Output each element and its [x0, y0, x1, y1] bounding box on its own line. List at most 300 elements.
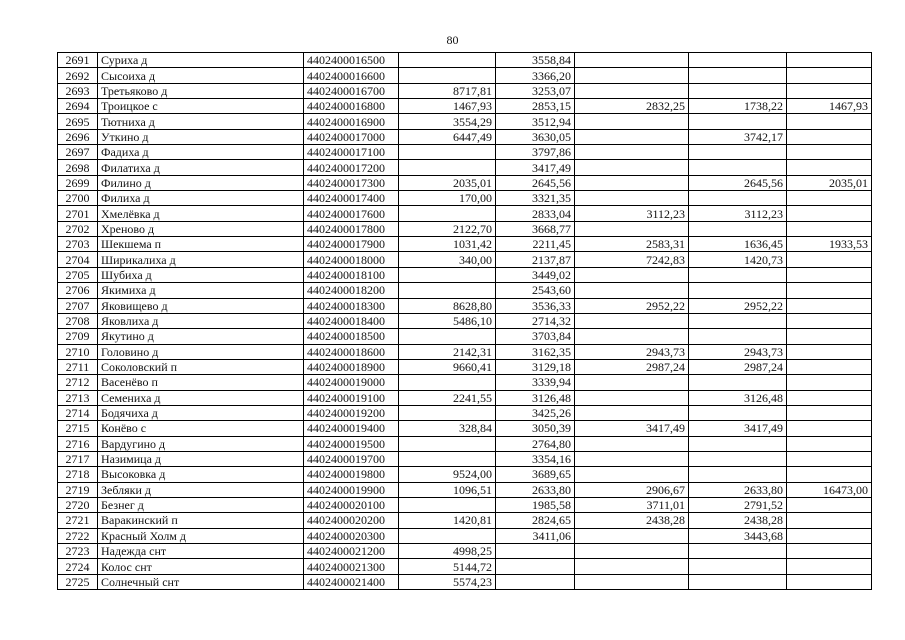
value-col-7-cell	[689, 283, 787, 298]
value-col-6-cell: 3711,01	[575, 497, 689, 512]
row-number-cell: 2711	[58, 359, 98, 374]
settlement-code-cell: 4402400018100	[304, 267, 399, 282]
value-col-4-cell	[399, 283, 496, 298]
value-col-4-cell	[399, 329, 496, 344]
value-col-6-cell	[575, 329, 689, 344]
table-row	[58, 160, 872, 175]
settlement-code-cell: 4402400019800	[304, 467, 399, 482]
value-col-7-cell	[689, 559, 787, 574]
row-number-cell: 2700	[58, 191, 98, 206]
value-col-8-cell	[787, 68, 872, 83]
settlement-name-cell: Головино д	[98, 344, 304, 359]
settlement-code-cell: 4402400020100	[304, 497, 399, 512]
settlement-name-cell: Филино д	[98, 175, 304, 190]
value-col-6-cell	[575, 53, 689, 68]
settlement-code-cell: 4402400017600	[304, 206, 399, 221]
value-col-4-cell: 3554,29	[399, 114, 496, 129]
value-col-5-cell: 3339,94	[496, 375, 575, 390]
value-col-5-cell: 3417,49	[496, 160, 575, 175]
value-col-8-cell	[787, 329, 872, 344]
value-col-6-cell: 2583,31	[575, 237, 689, 252]
value-col-5-cell: 3449,02	[496, 267, 575, 282]
row-number-cell: 2712	[58, 375, 98, 390]
value-col-5-cell: 2714,32	[496, 313, 575, 328]
settlement-name-cell: Сысоиха д	[98, 68, 304, 83]
settlement-code-cell: 4402400019100	[304, 390, 399, 405]
table-row	[58, 390, 872, 405]
value-col-4-cell: 9660,41	[399, 359, 496, 374]
value-col-5-cell: 3689,65	[496, 467, 575, 482]
value-col-4-cell: 1031,42	[399, 237, 496, 252]
settlement-code-cell: 4402400020300	[304, 528, 399, 543]
value-col-6-cell	[575, 405, 689, 420]
value-col-7-cell	[689, 375, 787, 390]
value-col-5-cell: 3354,16	[496, 451, 575, 466]
value-col-8-cell	[787, 252, 872, 267]
table-row	[58, 68, 872, 83]
value-col-7-cell	[689, 313, 787, 328]
settlement-name-cell: Назимица д	[98, 451, 304, 466]
value-col-6-cell	[575, 221, 689, 236]
table-row	[58, 145, 872, 160]
row-number-cell: 2721	[58, 513, 98, 528]
value-col-8-cell	[787, 145, 872, 160]
value-col-7-cell	[689, 53, 787, 68]
value-col-5-cell	[496, 559, 575, 574]
value-col-7-cell: 1636,45	[689, 237, 787, 252]
row-number-cell: 2719	[58, 482, 98, 497]
value-col-7-cell	[689, 329, 787, 344]
settlement-code-cell: 4402400017400	[304, 191, 399, 206]
value-col-8-cell	[787, 390, 872, 405]
value-col-8-cell	[787, 298, 872, 313]
value-col-5-cell: 3050,39	[496, 421, 575, 436]
table-row	[58, 344, 872, 359]
row-number-cell: 2695	[58, 114, 98, 129]
settlement-code-cell: 4402400020200	[304, 513, 399, 528]
value-col-4-cell: 2241,55	[399, 390, 496, 405]
settlement-code-cell: 4402400017100	[304, 145, 399, 160]
value-col-7-cell: 3742,17	[689, 129, 787, 144]
settlement-name-cell: Уткино д	[98, 129, 304, 144]
settlement-code-cell: 4402400019700	[304, 451, 399, 466]
value-col-6-cell	[575, 574, 689, 589]
value-col-4-cell: 5486,10	[399, 313, 496, 328]
value-col-7-cell	[689, 83, 787, 98]
settlement-code-cell: 4402400021200	[304, 544, 399, 559]
settlement-code-cell: 4402400019200	[304, 405, 399, 420]
table-row	[58, 191, 872, 206]
value-col-5-cell: 3321,35	[496, 191, 575, 206]
row-number-cell: 2723	[58, 544, 98, 559]
table-row	[58, 329, 872, 344]
settlement-name-cell: Вардугино д	[98, 436, 304, 451]
value-col-6-cell	[575, 267, 689, 282]
table-row	[58, 283, 872, 298]
row-number-cell: 2697	[58, 145, 98, 160]
value-col-5-cell: 3703,84	[496, 329, 575, 344]
table-row	[58, 359, 872, 374]
settlement-name-cell: Филатиха д	[98, 160, 304, 175]
value-col-5-cell: 2137,87	[496, 252, 575, 267]
settlement-code-cell: 4402400018600	[304, 344, 399, 359]
settlement-code-cell: 4402400018900	[304, 359, 399, 374]
value-col-8-cell	[787, 283, 872, 298]
value-col-8-cell	[787, 344, 872, 359]
settlement-code-cell: 4402400018200	[304, 283, 399, 298]
row-number-cell: 2705	[58, 267, 98, 282]
settlement-code-cell: 4402400016800	[304, 99, 399, 114]
value-col-5-cell: 2211,45	[496, 237, 575, 252]
settlement-code-cell: 4402400017000	[304, 129, 399, 144]
row-number-cell: 2699	[58, 175, 98, 190]
value-col-8-cell	[787, 528, 872, 543]
value-col-8-cell: 16473,00	[787, 482, 872, 497]
value-col-4-cell: 5144,72	[399, 559, 496, 574]
value-col-4-cell: 5574,23	[399, 574, 496, 589]
value-col-5-cell: 2543,60	[496, 283, 575, 298]
value-col-7-cell: 2645,56	[689, 175, 787, 190]
settlement-name-cell: Яковлиха д	[98, 313, 304, 328]
settlement-code-cell: 4402400016500	[304, 53, 399, 68]
value-col-8-cell	[787, 114, 872, 129]
settlement-code-cell: 4402400021400	[304, 574, 399, 589]
value-col-4-cell: 340,00	[399, 252, 496, 267]
value-col-6-cell: 2952,22	[575, 298, 689, 313]
value-col-6-cell	[575, 467, 689, 482]
table-row	[58, 206, 872, 221]
value-col-5-cell: 3512,94	[496, 114, 575, 129]
value-col-4-cell	[399, 405, 496, 420]
value-col-6-cell	[575, 191, 689, 206]
value-col-7-cell: 3112,23	[689, 206, 787, 221]
value-col-8-cell	[787, 83, 872, 98]
value-col-4-cell	[399, 451, 496, 466]
settlement-name-cell: Колос снт	[98, 559, 304, 574]
value-col-8-cell	[787, 574, 872, 589]
value-col-4-cell	[399, 267, 496, 282]
value-col-6-cell	[575, 544, 689, 559]
settlement-name-cell: Яковищево д	[98, 298, 304, 313]
table-row	[58, 482, 872, 497]
settlement-code-cell: 4402400019500	[304, 436, 399, 451]
settlement-name-cell: Семениха д	[98, 390, 304, 405]
settlement-name-cell: Третьяково д	[98, 83, 304, 98]
value-col-7-cell: 2438,28	[689, 513, 787, 528]
table-row	[58, 559, 872, 574]
value-col-8-cell	[787, 359, 872, 374]
value-col-6-cell	[575, 375, 689, 390]
table-row	[58, 129, 872, 144]
value-col-8-cell	[787, 160, 872, 175]
value-col-5-cell: 3425,26	[496, 405, 575, 420]
value-col-6-cell: 2987,24	[575, 359, 689, 374]
value-col-4-cell: 1420,81	[399, 513, 496, 528]
value-col-6-cell	[575, 451, 689, 466]
table-row	[58, 467, 872, 482]
value-col-4-cell	[399, 375, 496, 390]
value-col-5-cell: 2633,80	[496, 482, 575, 497]
value-col-7-cell: 2633,80	[689, 482, 787, 497]
table-row	[58, 544, 872, 559]
value-col-5-cell: 3797,86	[496, 145, 575, 160]
settlement-name-cell: Варакинский п	[98, 513, 304, 528]
table-row	[58, 375, 872, 390]
value-col-4-cell	[399, 53, 496, 68]
settlement-name-cell: Хреново д	[98, 221, 304, 236]
value-col-7-cell: 2943,73	[689, 344, 787, 359]
value-col-8-cell	[787, 559, 872, 574]
value-col-5-cell: 3668,77	[496, 221, 575, 236]
table-row	[58, 528, 872, 543]
settlement-name-cell: Высоковка д	[98, 467, 304, 482]
value-col-8-cell	[787, 191, 872, 206]
value-col-7-cell: 1738,22	[689, 99, 787, 114]
row-number-cell: 2707	[58, 298, 98, 313]
value-col-7-cell	[689, 436, 787, 451]
value-col-4-cell	[399, 160, 496, 175]
value-col-5-cell: 3253,07	[496, 83, 575, 98]
value-col-7-cell	[689, 467, 787, 482]
value-col-7-cell	[689, 267, 787, 282]
table-row	[58, 175, 872, 190]
table-row	[58, 53, 872, 68]
value-col-4-cell: 170,00	[399, 191, 496, 206]
settlement-code-cell: 4402400017800	[304, 221, 399, 236]
value-col-7-cell	[689, 544, 787, 559]
settlement-name-cell: Васенёво п	[98, 375, 304, 390]
value-col-6-cell: 2438,28	[575, 513, 689, 528]
value-col-5-cell: 3129,18	[496, 359, 575, 374]
value-col-8-cell: 1467,93	[787, 99, 872, 114]
value-col-4-cell: 2035,01	[399, 175, 496, 190]
settlements-table	[57, 52, 872, 590]
table-row	[58, 513, 872, 528]
value-col-8-cell	[787, 513, 872, 528]
table-row	[58, 421, 872, 436]
value-col-8-cell	[787, 436, 872, 451]
row-number-cell: 2710	[58, 344, 98, 359]
value-col-5-cell: 3366,20	[496, 68, 575, 83]
settlement-name-cell: Суриха д	[98, 53, 304, 68]
value-col-5-cell: 3162,35	[496, 344, 575, 359]
settlement-name-cell: Бодячиха д	[98, 405, 304, 420]
value-col-6-cell	[575, 313, 689, 328]
settlement-name-cell: Безнег д	[98, 497, 304, 512]
value-col-6-cell	[575, 114, 689, 129]
value-col-4-cell: 2122,70	[399, 221, 496, 236]
value-col-8-cell	[787, 421, 872, 436]
row-number-cell: 2715	[58, 421, 98, 436]
row-number-cell: 2717	[58, 451, 98, 466]
value-col-5-cell: 3126,48	[496, 390, 575, 405]
value-col-8-cell	[787, 129, 872, 144]
value-col-5-cell: 2833,04	[496, 206, 575, 221]
settlement-code-cell: 4402400021300	[304, 559, 399, 574]
row-number-cell: 2706	[58, 283, 98, 298]
table-row	[58, 237, 872, 252]
value-col-5-cell: 2824,65	[496, 513, 575, 528]
row-number-cell: 2704	[58, 252, 98, 267]
table-row	[58, 497, 872, 512]
value-col-6-cell: 2943,73	[575, 344, 689, 359]
row-number-cell: 2691	[58, 53, 98, 68]
row-number-cell: 2722	[58, 528, 98, 543]
row-number-cell: 2713	[58, 390, 98, 405]
settlement-code-cell: 4402400018300	[304, 298, 399, 313]
value-col-4-cell	[399, 497, 496, 512]
value-col-5-cell	[496, 574, 575, 589]
value-col-8-cell	[787, 206, 872, 221]
settlement-name-cell: Надежда снт	[98, 544, 304, 559]
value-col-6-cell	[575, 129, 689, 144]
row-number-cell: 2698	[58, 160, 98, 175]
value-col-7-cell	[689, 68, 787, 83]
value-col-4-cell: 4998,25	[399, 544, 496, 559]
row-number-cell: 2701	[58, 206, 98, 221]
value-col-8-cell	[787, 451, 872, 466]
value-col-4-cell: 8717,81	[399, 83, 496, 98]
value-col-4-cell: 6447,49	[399, 129, 496, 144]
value-col-5-cell: 3630,05	[496, 129, 575, 144]
row-number-cell: 2718	[58, 467, 98, 482]
row-number-cell: 2703	[58, 237, 98, 252]
value-col-4-cell	[399, 528, 496, 543]
value-col-7-cell: 2987,24	[689, 359, 787, 374]
settlement-name-cell: Троицкое с	[98, 99, 304, 114]
settlement-name-cell: Шекшема п	[98, 237, 304, 252]
settlement-name-cell: Красный Холм д	[98, 528, 304, 543]
value-col-8-cell: 2035,01	[787, 175, 872, 190]
value-col-4-cell: 9524,00	[399, 467, 496, 482]
table-row	[58, 436, 872, 451]
row-number-cell: 2694	[58, 99, 98, 114]
value-col-6-cell	[575, 68, 689, 83]
settlement-name-cell: Конёво с	[98, 421, 304, 436]
value-col-7-cell	[689, 405, 787, 420]
value-col-5-cell	[496, 544, 575, 559]
row-number-cell: 2709	[58, 329, 98, 344]
table-row	[58, 298, 872, 313]
value-col-7-cell: 3443,68	[689, 528, 787, 543]
value-col-6-cell: 3112,23	[575, 206, 689, 221]
settlement-name-cell: Якимиха д	[98, 283, 304, 298]
settlement-code-cell: 4402400017300	[304, 175, 399, 190]
settlement-name-cell: Ширикалиха д	[98, 252, 304, 267]
row-number-cell: 2692	[58, 68, 98, 83]
table-row	[58, 313, 872, 328]
table-row	[58, 221, 872, 236]
settlement-name-cell: Тютниха д	[98, 114, 304, 129]
value-col-5-cell: 1985,58	[496, 497, 575, 512]
settlement-code-cell: 4402400018000	[304, 252, 399, 267]
value-col-6-cell	[575, 83, 689, 98]
settlement-name-cell: Фадиха д	[98, 145, 304, 160]
value-col-6-cell	[575, 390, 689, 405]
value-col-6-cell	[575, 559, 689, 574]
value-col-4-cell: 328,84	[399, 421, 496, 436]
settlement-name-cell: Шубиха д	[98, 267, 304, 282]
table-row	[58, 405, 872, 420]
value-col-7-cell: 2952,22	[689, 298, 787, 313]
table-row	[58, 99, 872, 114]
settlement-code-cell: 4402400017200	[304, 160, 399, 175]
settlement-code-cell: 4402400018500	[304, 329, 399, 344]
page-number: 80	[446, 33, 459, 47]
value-col-7-cell: 3417,49	[689, 421, 787, 436]
settlement-name-cell: Зебляки д	[98, 482, 304, 497]
value-col-6-cell	[575, 160, 689, 175]
value-col-6-cell: 2832,25	[575, 99, 689, 114]
settlement-name-cell: Солнечный снт	[98, 574, 304, 589]
value-col-7-cell	[689, 160, 787, 175]
value-col-8-cell	[787, 497, 872, 512]
settlement-name-cell: Соколовский п	[98, 359, 304, 374]
value-col-8-cell	[787, 267, 872, 282]
table-body	[58, 53, 872, 590]
settlement-code-cell: 4402400016900	[304, 114, 399, 129]
settlement-code-cell: 4402400019900	[304, 482, 399, 497]
value-col-5-cell: 3558,84	[496, 53, 575, 68]
row-number-cell: 2696	[58, 129, 98, 144]
value-col-8-cell	[787, 544, 872, 559]
value-col-4-cell: 8628,80	[399, 298, 496, 313]
value-col-8-cell: 1933,53	[787, 237, 872, 252]
value-col-4-cell	[399, 206, 496, 221]
value-col-5-cell: 3536,33	[496, 298, 575, 313]
value-col-6-cell	[575, 145, 689, 160]
row-number-cell: 2702	[58, 221, 98, 236]
value-col-7-cell: 2791,52	[689, 497, 787, 512]
settlement-code-cell: 4402400016600	[304, 68, 399, 83]
value-col-6-cell: 3417,49	[575, 421, 689, 436]
table-row	[58, 83, 872, 98]
value-col-4-cell: 2142,31	[399, 344, 496, 359]
value-col-4-cell	[399, 145, 496, 160]
value-col-8-cell	[787, 467, 872, 482]
row-number-cell: 2716	[58, 436, 98, 451]
settlement-code-cell: 4402400019000	[304, 375, 399, 390]
value-col-7-cell	[689, 451, 787, 466]
value-col-7-cell	[689, 191, 787, 206]
value-col-7-cell	[689, 145, 787, 160]
value-col-7-cell	[689, 574, 787, 589]
value-col-8-cell	[787, 221, 872, 236]
row-number-cell: 2724	[58, 559, 98, 574]
value-col-4-cell	[399, 68, 496, 83]
row-number-cell: 2714	[58, 405, 98, 420]
value-col-6-cell	[575, 436, 689, 451]
value-col-7-cell	[689, 114, 787, 129]
value-col-5-cell: 2645,56	[496, 175, 575, 190]
settlement-name-cell: Якутино д	[98, 329, 304, 344]
settlement-name-cell: Филиха д	[98, 191, 304, 206]
row-number-cell: 2708	[58, 313, 98, 328]
table-row	[58, 267, 872, 282]
row-number-cell: 2693	[58, 83, 98, 98]
value-col-5-cell: 3411,06	[496, 528, 575, 543]
settlement-name-cell: Хмелёвка д	[98, 206, 304, 221]
settlement-code-cell: 4402400016700	[304, 83, 399, 98]
table-row	[58, 114, 872, 129]
value-col-7-cell: 3126,48	[689, 390, 787, 405]
value-col-7-cell: 1420,73	[689, 252, 787, 267]
value-col-8-cell	[787, 53, 872, 68]
row-number-cell: 2725	[58, 574, 98, 589]
table-row	[58, 574, 872, 589]
value-col-4-cell: 1467,93	[399, 99, 496, 114]
settlement-code-cell: 4402400017900	[304, 237, 399, 252]
